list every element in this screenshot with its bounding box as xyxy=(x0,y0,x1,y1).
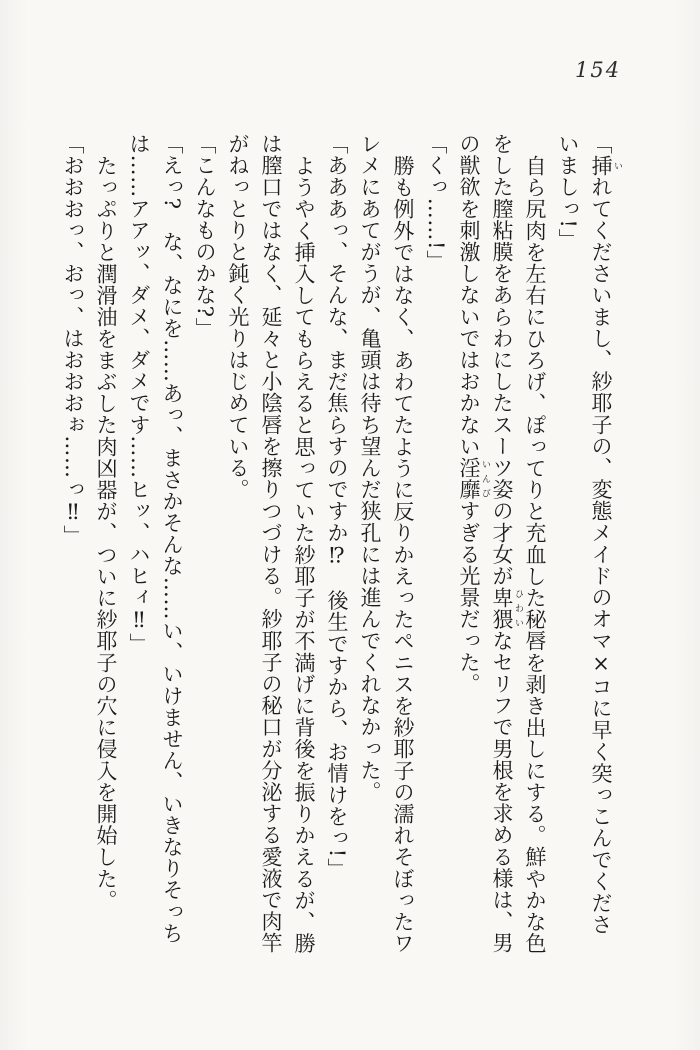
text-block xyxy=(56,133,622,955)
dialogue-paragraph: 「あああっ、そんな、まだ焦らすのですか⁉ 後生ですから、お情けをっ!」 xyxy=(325,133,349,880)
dialogue-paragraph: 「こんなものかな?」 xyxy=(193,133,217,340)
ruby-annotated-word: 卑猥 ひわい xyxy=(490,586,523,630)
dialogue-paragraph: 「えっ? な、なにを……あっ、まさかそんな……い、いけません、いきなりそっちは……アアッ、ダメ、ダメです……ヒッ、ハヒィ‼」 xyxy=(127,133,184,945)
ruby-annotated-word: 淫靡 いんび xyxy=(457,457,490,501)
dialogue-paragraph: 「おおおっ、おっ、はおおおぉ……っ‼」 xyxy=(61,133,85,547)
narration-paragraph: ようやく挿入してもらえると思っていた紗耶子が不満げに背後を振りかえるが、勝は膣口ではなく、延々と小陰唇を擦りつづける。紗耶子の秘口が分泌する愛液で肉竿がねっとりと鈍く光りはじめている。 xyxy=(226,133,316,954)
page-number: 154 xyxy=(575,58,622,82)
dialogue-paragraph: 「くっ……!」 xyxy=(424,133,448,272)
dialogue-paragraph: 「挿 いれてくださいまし、紗耶子の、変態メイドのオマ×コに早く突っこんでくださいましっ!」 xyxy=(556,133,622,936)
narration-paragraph: たっぷりと潤滑油をまぶした肉凶器が、ついに紗耶子の穴に侵入を開始した。 xyxy=(94,154,118,911)
narration-paragraph: 勝も例外ではなく、あわてたように反りかえったペニスを紗耶子の濡れそぼったワレメにあてがうが、亀頭は待ち望んだ狭孔には進んでくれなかった。 xyxy=(358,133,415,954)
ruby-annotated-word: 挿 い xyxy=(589,154,622,177)
narration-paragraph: 自ら尻肉を左右にひろげ、ぽってりと充血した秘唇を剥き出しにする。鮮やかな色をした膣粘膜をあらわにしたスーツ姿の才女が卑猥 ひわいなセリフで男根を求める様は、男の獣欲を刺激しないではおかない淫靡 いんびすぎる光景だった。 xyxy=(457,133,547,954)
